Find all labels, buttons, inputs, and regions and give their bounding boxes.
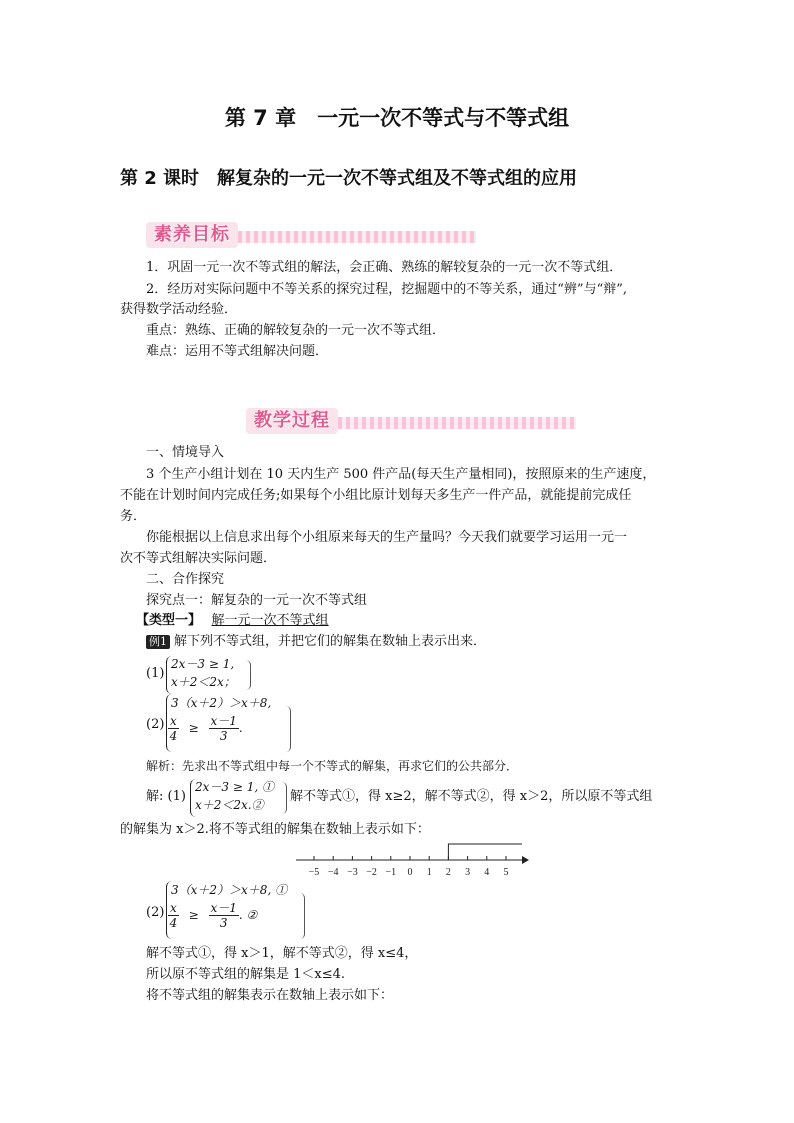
sol2-line-2 <box>168 901 257 930</box>
example-text: 解下列不等式组，并把它们的解集在数轴上表示出来． <box>174 634 487 649</box>
q2-ge-sign: ≥ <box>188 721 199 735</box>
solution-mark <box>448 844 522 860</box>
sol1-line-1: 2x－3 ≥ 1, ① <box>195 780 274 794</box>
solution-2-result-3: 将不等式组的解集表示在数轴上表示如下： <box>146 988 394 1003</box>
sol2-frac-left: $\frac{x}{4}$ <box>169 901 178 930</box>
chapter-title: 第 7 章 一元一次不等式与不等式组 <box>224 106 570 130</box>
q2-label: (2) <box>146 717 165 732</box>
solution-1-text-2: 的解集为 x＞2.将不等式组的解集在数轴上表示如下： <box>120 822 430 837</box>
type-heading <box>136 611 329 631</box>
tick-label: −2 <box>366 867 377 878</box>
sol2-right-mark <box>300 893 305 939</box>
number-line-ticks <box>309 856 509 878</box>
q1-label: (1) <box>146 666 165 681</box>
solution-2-result-2: 所以原不等式组的解集是 1＜x≤4. <box>146 967 346 982</box>
tick-label: 1 <box>426 867 432 878</box>
tick-label: 2 <box>445 867 451 878</box>
goals-heading: 素养目标 <box>146 222 238 248</box>
goal-item-2-cont: 获得数学活动经验． <box>120 302 238 317</box>
tick-label: −3 <box>347 867 358 878</box>
goals-banner <box>146 222 476 252</box>
section-heading-1: 一、情境导入 <box>146 445 225 460</box>
q2-dot: . <box>238 721 243 735</box>
sol1-right-mark <box>282 782 287 814</box>
tick-label: 4 <box>484 867 490 878</box>
q2-line-2 <box>168 714 243 743</box>
sol2-ge-sign: ≥ <box>188 908 199 922</box>
paragraph-1-line-2: 不能在计划时间内完成任务;如果每个小组比原计划每天多生产一件产品，就能提前完成任 <box>120 488 632 503</box>
number-line <box>290 838 530 882</box>
inquiry-point-1: 探究点一：解复杂的一元一次不等式组 <box>146 593 368 608</box>
solution-bracket <box>448 844 522 860</box>
q1-line-1: 2x－3 ≥ 1, <box>171 657 235 671</box>
q2-frac-right: $\frac{x-1}{3}$ <box>210 714 237 743</box>
sol2-line-1: 3（x＋2）＞x＋8, ① <box>171 883 288 897</box>
tick-label: 3 <box>465 867 471 878</box>
tick-label: 0 <box>407 867 413 878</box>
banner-stripe <box>238 231 476 243</box>
tick-label: −1 <box>385 867 397 878</box>
paragraph-2: 你能根据以上信息求出每个小组原来每天的生产量吗？今天我们就要学习运用一元一 <box>146 530 628 545</box>
banner-stripe <box>338 417 576 429</box>
tick-label: −5 <box>308 867 320 878</box>
goal-item-1: 1．巩固一元一次不等式组的解法，会正确、熟练的解较复杂的一元一次不等式组． <box>146 260 623 275</box>
process-banner <box>246 408 576 438</box>
q2-line-1: 3（x＋2）＞x＋8, <box>171 696 272 710</box>
paragraph-1-line-3: 务． <box>120 509 147 524</box>
key-point: 重点：熟练、正确的解较复杂的一元一次不等式组． <box>146 323 446 338</box>
sol1-line-2: x＋2＜2x.② <box>195 798 264 812</box>
sol2-label: (2) <box>146 905 165 920</box>
q2-right-mark <box>286 706 291 752</box>
section-heading-2: 二、合作探究 <box>146 572 225 587</box>
process-heading: 教学过程 <box>246 408 338 434</box>
axis-arrow <box>522 856 529 864</box>
goal-item-2: 2．经历对实际问题中不等关系的探究过程，挖掘题中的不等关系，通过“辨”与“辩”, <box>146 282 627 297</box>
q2-frac-left: $\frac{x}{4}$ <box>169 714 178 743</box>
solution-label: 解: (1) <box>146 789 186 804</box>
analysis-text: 解析：先求出不等式组中每一个不等式的解集，再求它们的公共部分． <box>146 759 519 773</box>
tick-label: 5 <box>503 867 509 878</box>
difficulty-point: 难点：运用不等式组解决问题． <box>146 344 329 359</box>
paragraph-2-line-2: 次不等式组解决实际问题． <box>120 551 277 566</box>
tick-label: −4 <box>327 867 339 878</box>
example-line <box>146 632 486 652</box>
example-badge: 例1 <box>146 635 170 649</box>
type-text: 解一元一次不等式组 <box>211 613 329 628</box>
solution-1-text: 解不等式①，得 x≥2，解不等式②，得 x＞2，所以原不等式组 <box>290 789 653 804</box>
q1-line-2: x＋2＜2x； <box>171 675 236 689</box>
lesson-title: 第 2 课时 解复杂的一元一次不等式组及不等式组的应用 <box>120 168 578 189</box>
solution-2-result-1: 解不等式①，得 x＞1，解不等式②，得 x≤4， <box>146 946 418 961</box>
type-bracket: 【类型一】 <box>136 613 202 628</box>
sol2-frac-right: $\frac{x-1}{3}$ <box>210 901 237 930</box>
sol2-mark: . ② <box>238 908 258 922</box>
paragraph-1: 3 个生产小组计划在 10 天内生产 500 件产品(每天生产量相同)，按照原来的生产速度， <box>146 467 656 482</box>
q1-right-mark <box>246 660 251 690</box>
